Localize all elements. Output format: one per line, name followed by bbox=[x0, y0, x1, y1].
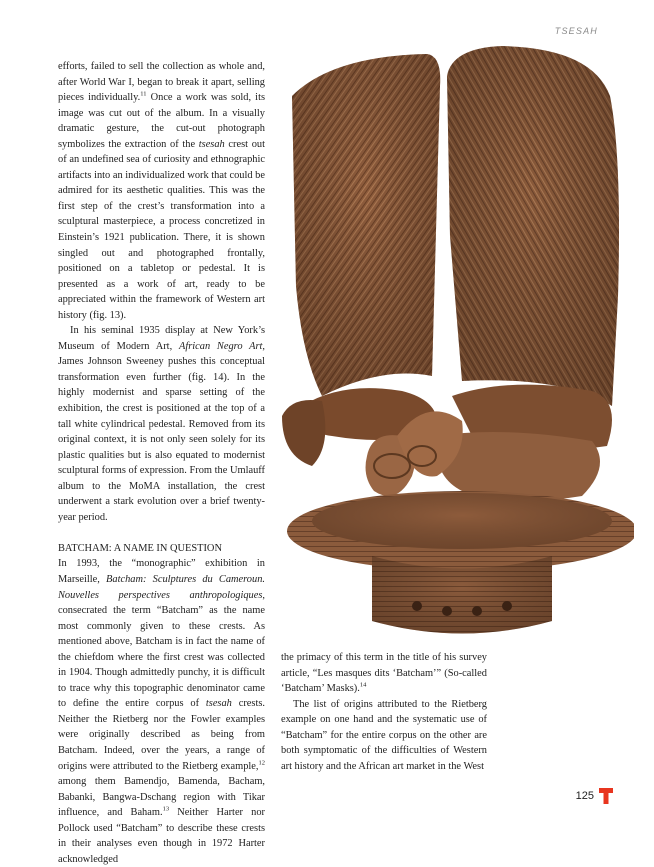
paragraph bbox=[58, 59, 265, 323]
tsesah-crest-image bbox=[262, 36, 634, 642]
text-run: , consecrated the term “Batcham” as the name most commonly given to these crests. As mentioned above, Batcham is in fact the name of the chiefdom where the first crest was collected in 1904. Though admittedly punchy, it is difficult to trace why this topographic denominator came to define the entire corpus of bbox=[58, 589, 265, 710]
footnote-ref: 11 bbox=[140, 90, 147, 98]
text-run: Once a work was sold, its image was cut out of the album. In a visually dramatic gesture, the cut-out photograph symbolizes the extraction of the bbox=[58, 92, 266, 150]
italic-title: African Negro Art bbox=[178, 340, 263, 352]
left-text-column bbox=[58, 59, 265, 867]
text-run: crest out of an undefined sea of curiosity and ethnographic artifacts into an individualized work that could be admired for its aesthetic qualities. This was the first step of the crest’s transformation into a sculptural masterpiece, a process concretized in Einstein’s 1921 publication. There, it is shown singled out and photographed frontally, positioned on a tabletop or pedestal. It is presented as a work of art, ready to be appreciated within the framework of Western art history (fig. 13). bbox=[58, 138, 266, 321]
section-heading: BATCHAM: A NAME IN QUESTION bbox=[58, 542, 222, 554]
text-run: In his seminal 1935 display at New York’s Museum of Modern Art, bbox=[58, 325, 265, 352]
italic-term: tsesah bbox=[198, 138, 225, 150]
footnote-ref: 13 bbox=[162, 805, 170, 813]
text-run: the primacy of this term in the title of his survey article, “Les masques dits ‘Batcham’” (So-called ‘Batcham’ Masks). bbox=[281, 652, 487, 695]
text-run: , James Johnson Sweeney pushes this conceptual transformation even further (fig. 14). In the highly modernist and sparse setting of the exhibition, the crest is positioned at the top of a tall white cylindrical pedestal. Removed from its original context, it is not only seen solely for its plastic qualities but is also equated to modernist sculptural forms of expression. From the Umlauff album to the MoMA installation, the crest underwent a stark evolution over a brief twenty-year period. bbox=[58, 340, 266, 523]
italic-term: tsesah bbox=[205, 698, 232, 710]
text-run: efforts, failed to sell the collection as whole and, after World War I, began to break it apart, selling pieces individually. bbox=[58, 61, 265, 104]
italic-title: Batcham: Sculptures du Cameroun. Nouvelles perspectives anthropologiques bbox=[58, 574, 265, 601]
text-run: crests. Neither the Rietberg nor the Fowler examples were originally described as being from Batcham. Indeed, over the years, a range of origins were attributed to the Rietberg example, bbox=[58, 698, 265, 772]
running-head: TSESAH bbox=[554, 26, 598, 36]
text-run: among them Bamendjo, Bamenda, Bacham, Babanki, Bangwa-Dschang region with Tikar influence, and Baham. bbox=[58, 776, 265, 819]
right-text-column bbox=[281, 650, 487, 774]
paragraph bbox=[58, 323, 265, 525]
footnote-ref: 12 bbox=[258, 759, 265, 767]
text-run: Neither Harter nor Pollock used “Batcham” to describe these crests in their analyses even though in 1972 Harter acknowledged bbox=[58, 807, 266, 865]
footnote-ref: 14 bbox=[359, 681, 367, 689]
publisher-logo-icon bbox=[599, 788, 613, 804]
page-number: 125 bbox=[575, 790, 594, 802]
paragraph: The list of origins attributed to the Rietberg example on one hand and the systematic use of “Batcham” for the entire corpus on the other are both symptomatic of the difficulties of Western art history and the African art market in the West bbox=[281, 698, 487, 772]
text-run: In 1993, the “monographic” exhibition in Marseille, bbox=[58, 558, 265, 585]
page-footer bbox=[576, 788, 613, 804]
paragraph bbox=[281, 650, 487, 697]
paragraph bbox=[58, 556, 265, 867]
